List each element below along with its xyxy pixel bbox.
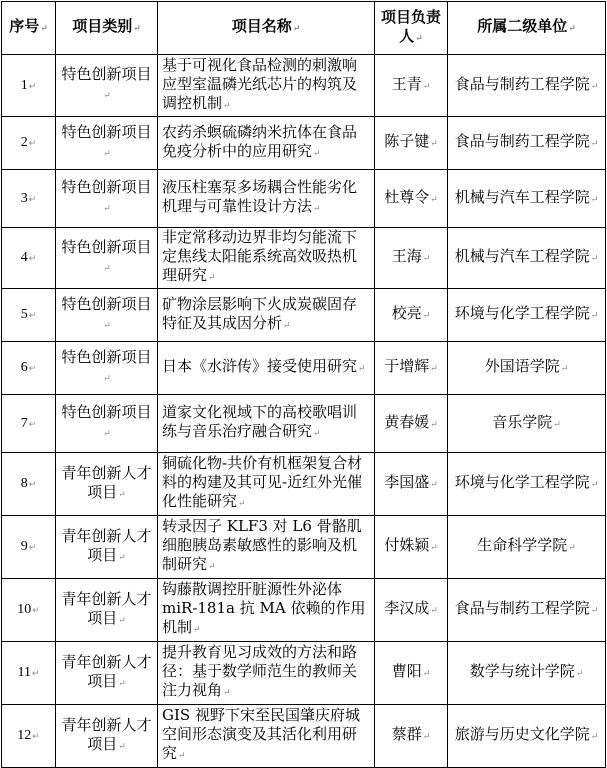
paragraph-mark: ↵ [422, 732, 431, 742]
paragraph-mark: ↵ [28, 253, 37, 263]
cell-unit [448, 170, 606, 228]
cell-category-text: 特色创新项目 [61, 294, 152, 313]
cell-category-text: 特色创新项目 [61, 403, 152, 421]
cell-leader-text: 王海 [391, 247, 422, 265]
cell-leader-text: 曹阳 [391, 662, 422, 680]
cell-unit [448, 289, 606, 342]
header-leader: 项目负责人↵ [375, 2, 448, 55]
cell-unit-text: 机械与汽车工程学院 [454, 187, 590, 206]
paragraph-mark: ↵ [430, 480, 438, 490]
cell-unit [448, 642, 606, 705]
cell-no-text: 5 [20, 307, 28, 322]
paragraph-mark: ↵ [28, 418, 37, 429]
cell-category [56, 705, 158, 768]
cell-no [2, 117, 56, 170]
cell-category-text: 青年创新人才项目 [61, 589, 152, 627]
cell-category [56, 289, 158, 342]
paragraph-mark: ↵ [103, 91, 111, 101]
cell-category [56, 342, 158, 395]
cell-project-name [158, 117, 375, 170]
cell-project-name [158, 395, 375, 453]
cell-project-name-text: 转录因子 KLF3 对 L6 骨骼肌细胞胰岛素敏感性的影响及机制研究 [162, 517, 362, 573]
cell-no-text: 8 [20, 476, 28, 491]
paragraph-mark: ↵ [28, 542, 37, 552]
cell-no-text: 2 [20, 135, 28, 150]
cell-project-name-text: 矿物涂层影响下火成炭碳固存特征及其成因分析 [162, 294, 358, 332]
cell-project-name [158, 170, 375, 228]
cell-leader [375, 579, 448, 642]
cell-no [2, 516, 56, 579]
cell-no-text: 9 [20, 539, 28, 554]
paragraph-mark: ↵ [430, 194, 438, 205]
paragraph-mark: ↵ [590, 480, 599, 490]
paragraph-mark: ↵ [103, 204, 111, 214]
cell-leader [375, 289, 448, 342]
cell-project-name-text: 非定常移动边界非均匀能流下定焦线太阳能系统高效吸热机理研究 [162, 228, 358, 284]
paragraph-mark: ↵ [28, 80, 37, 91]
cell-no [2, 289, 56, 342]
paragraph-mark: ↵ [313, 204, 321, 214]
cell-project-name [158, 579, 375, 642]
cell-unit-text: 环境与化学工程学院 [454, 304, 590, 322]
cell-category-text: 特色创新项目 [61, 237, 152, 256]
paragraph-mark: ↵ [430, 419, 438, 430]
paragraph-mark: ↵ [118, 678, 126, 689]
cell-category-text: 特色创新项目 [61, 178, 152, 196]
cell-project-name [158, 642, 375, 705]
cell-unit [448, 55, 606, 117]
table-row [2, 342, 606, 395]
paragraph-mark: ↵ [31, 668, 40, 678]
paragraph-mark: ↵ [430, 543, 438, 553]
table-row [2, 170, 606, 228]
table-row [2, 395, 606, 453]
paragraph-mark: ↵ [590, 139, 599, 149]
cell-leader [375, 453, 448, 516]
cell-no-text: 1 [20, 77, 28, 93]
cell-unit-text: 环境与化学工程学院 [454, 473, 590, 491]
table-row [2, 453, 606, 516]
cell-leader-text: 黄春媛 [384, 412, 430, 431]
paragraph-mark: ↵ [103, 148, 111, 159]
cell-leader-text: 王青 [391, 74, 422, 93]
paragraph-mark: ↵ [103, 429, 111, 439]
cell-unit [448, 342, 606, 395]
cell-no [2, 342, 56, 395]
table-row [2, 516, 606, 579]
cell-unit [448, 516, 606, 579]
cell-category-text: 青年创新人才项目 [61, 715, 152, 753]
paragraph-mark: ↵ [430, 364, 438, 374]
cell-no [2, 705, 56, 768]
cell-unit-text: 食品与制药工程学院 [454, 74, 590, 93]
cell-category [56, 642, 158, 705]
paragraph-mark: ↵ [422, 311, 431, 321]
cell-unit-text: 食品与制药工程学院 [454, 599, 590, 617]
cell-no [2, 395, 56, 453]
cell-no-text: 4 [20, 250, 28, 265]
cell-leader-text: 蔡群 [391, 725, 422, 743]
paragraph-mark: ↵ [118, 489, 126, 500]
cell-unit [448, 705, 606, 768]
cell-project-name-text: 钩藤散调控肝脏源性外泌体 miR-181a 抗 MA 依赖的作用机制 [162, 580, 366, 636]
project-table [1, 1, 606, 768]
cell-no-text: 11 [17, 665, 31, 680]
paragraph-mark: ↵ [590, 81, 599, 92]
cell-category [56, 395, 158, 453]
paragraph-mark: ↵ [590, 254, 599, 264]
cell-category-text: 青年创新人才项目 [61, 463, 152, 501]
paragraph-mark: ↵ [560, 364, 569, 374]
paragraph-mark: ↵ [28, 479, 37, 489]
table-row [2, 55, 606, 117]
cell-unit-text: 旅游与历史文化学院 [454, 725, 590, 743]
paragraph-mark: ↵ [553, 419, 561, 430]
cell-no [2, 170, 56, 228]
cell-project-name [158, 342, 375, 395]
cell-leader-text: 校亮 [391, 304, 422, 322]
paragraph-mark: ↵ [28, 138, 37, 148]
cell-project-name-text: 铜硫化物-共价有机框架复合材料的构建及其可见-近红外光催化性能研究 [162, 454, 363, 510]
paragraph-mark: ↵ [28, 193, 37, 204]
cell-no [2, 453, 56, 516]
cell-category-text: 特色创新项目 [61, 347, 152, 366]
paragraph-mark: ↵ [103, 373, 111, 384]
cell-no [2, 642, 56, 705]
cell-unit [448, 117, 606, 170]
paragraph-mark: ↵ [118, 552, 126, 563]
cell-no [2, 228, 56, 289]
paragraph-mark: ↵ [422, 254, 431, 264]
paragraph-mark: ↵ [103, 320, 111, 331]
cell-no-text: 7 [20, 415, 28, 431]
paragraph-mark: ↵ [32, 731, 40, 741]
paragraph-mark: ↵ [238, 499, 246, 509]
cell-unit [448, 228, 606, 289]
cell-no [2, 579, 56, 642]
cell-unit-text: 食品与制药工程学院 [454, 132, 590, 150]
table-row [2, 289, 606, 342]
paragraph-mark: ↵ [313, 148, 321, 159]
cell-no-text: 3 [20, 190, 28, 206]
header-unit: 所属二级单位↵ [448, 2, 606, 55]
paragraph-mark: ↵ [283, 320, 291, 331]
cell-category-text: 青年创新人才项目 [61, 526, 152, 564]
paragraph-mark: ↵ [223, 100, 231, 111]
cell-project-name-text: 基于可视化食品检测的刺激响应型室温磷光纸芯片的构筑及调控机制 [162, 55, 358, 112]
cell-project-name [158, 55, 375, 117]
cell-leader [375, 516, 448, 579]
cell-no-text: 12 [17, 728, 32, 743]
paragraph-mark: ↵ [28, 363, 37, 373]
cell-no [2, 55, 56, 117]
cell-leader-text: 陈子键 [384, 132, 430, 150]
paragraph-mark: ↵ [118, 741, 126, 752]
cell-category [56, 228, 158, 289]
paragraph-mark: ↵ [590, 194, 599, 205]
cell-leader [375, 228, 448, 289]
table-row [2, 579, 606, 642]
table-row [2, 228, 606, 289]
cell-unit-text: 外国语学院 [484, 357, 560, 375]
paragraph-mark: ↵ [422, 669, 431, 679]
paragraph-mark: ↵ [568, 543, 576, 553]
paragraph-mark: ↵ [103, 263, 111, 274]
table-row [2, 117, 606, 170]
paragraph-mark: ↵ [28, 310, 37, 320]
cell-project-name-text: GIS 视野下宋至民国肇庆府城空间形态演变及其活化利用研究 [162, 706, 360, 762]
cell-unit-text: 机械与汽车工程学院 [454, 247, 590, 265]
paragraph-mark: ↵ [223, 688, 231, 698]
paragraph-mark: ↵ [193, 625, 201, 635]
header-name: 项目名称↵ [158, 2, 375, 55]
cell-leader [375, 705, 448, 768]
cell-project-name [158, 705, 375, 768]
paragraph-mark: ↵ [358, 364, 366, 374]
cell-project-name-text: 提升教育见习成效的方法和路径：基于数学师范生的教师关注力视角 [162, 643, 358, 699]
cell-leader [375, 170, 448, 228]
paragraph-mark: ↵ [208, 273, 216, 283]
paragraph-mark: ↵ [208, 562, 216, 572]
paragraph-mark: ↵ [32, 605, 40, 615]
paragraph-mark: ↵ [590, 311, 599, 321]
cell-no-text: 6 [20, 360, 28, 375]
cell-leader [375, 395, 448, 453]
cell-unit [448, 453, 606, 516]
table-row [2, 642, 606, 705]
cell-leader [375, 55, 448, 117]
cell-category [56, 453, 158, 516]
cell-project-name [158, 289, 375, 342]
header-category: 项目类别↵ [56, 2, 158, 55]
cell-project-name-text: 液压柱塞泵多场耦合性能劣化机理与可靠性设计方法 [162, 178, 358, 215]
cell-no-text: 10 [17, 602, 32, 617]
cell-unit-text: 生命科学学院 [477, 536, 568, 554]
cell-category-text: 特色创新项目 [61, 65, 152, 83]
cell-category [56, 117, 158, 170]
cell-leader-text: 李国盛 [384, 473, 430, 491]
cell-leader [375, 117, 448, 170]
paragraph-mark: ↵ [590, 606, 599, 616]
cell-category [56, 579, 158, 642]
table-row [2, 705, 606, 768]
cell-category-text: 特色创新项目 [61, 122, 152, 141]
cell-category-text: 青年创新人才项目 [61, 652, 152, 690]
cell-leader-text: 李汉成 [384, 599, 430, 617]
cell-category [56, 170, 158, 228]
paragraph-mark: ↵ [430, 139, 438, 149]
cell-project-name-text: 日本《水浒传》接受使用研究 [162, 357, 358, 375]
cell-unit [448, 579, 606, 642]
cell-leader-text: 于增辉 [384, 357, 430, 375]
cell-category [56, 55, 158, 117]
header-no: 序号↵ [2, 2, 56, 55]
paragraph-mark: ↵ [590, 732, 599, 742]
paragraph-mark: ↵ [178, 751, 186, 761]
cell-unit [448, 395, 606, 453]
cell-project-name-text: 农药杀螟硫磷纳米抗体在食品免疫分析中的应用研究 [162, 122, 358, 160]
cell-category [56, 516, 158, 579]
paragraph-mark: ↵ [430, 606, 438, 616]
paragraph-mark: ↵ [313, 429, 321, 439]
cell-leader [375, 342, 448, 395]
cell-project-name [158, 453, 375, 516]
paragraph-mark: ↵ [422, 81, 431, 92]
cell-leader [375, 642, 448, 705]
paragraph-mark: ↵ [575, 669, 584, 679]
header-row [2, 2, 606, 55]
cell-unit-text: 音乐学院 [492, 412, 553, 431]
cell-leader-text: 付姝颖 [384, 536, 430, 554]
cell-unit-text: 数学与统计学院 [469, 662, 575, 680]
cell-project-name [158, 516, 375, 579]
cell-project-name-text: 道家文化视域下的高校歌唱训练与音乐治疗融合研究 [162, 403, 358, 440]
cell-leader-text: 杜尊令 [384, 187, 430, 206]
paragraph-mark: ↵ [118, 615, 126, 626]
cell-project-name [158, 228, 375, 289]
